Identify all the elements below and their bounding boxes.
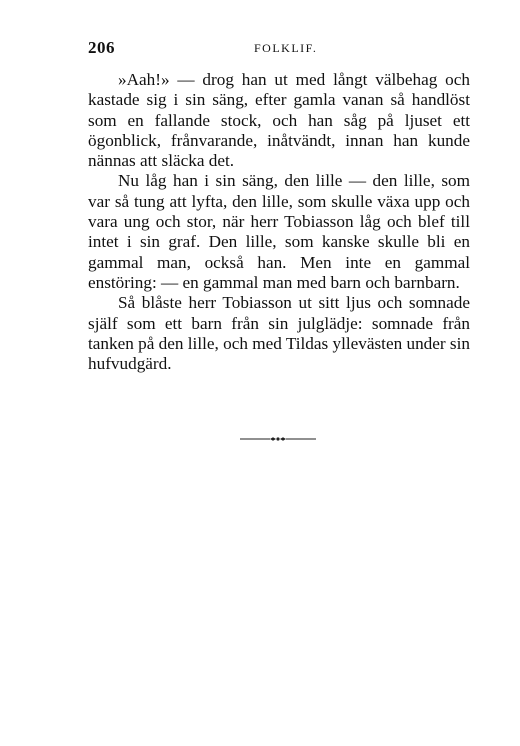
page-header (88, 38, 470, 58)
running-head: FOLKLIF. (254, 41, 318, 55)
paragraph: Nu låg han i sin säng, den lille — den lille, som var så tung att lyfta, den lille, som skulle växa upp och vara ung och stor, när herr Tobiasson låg och blef till intet i sin graf. Den lille, som kanske skulle bli en gammal man, också han. Men inte en gammal enstöring: — en gammal man med barn och barnbarn. (88, 171, 470, 292)
page-number: 206 (88, 38, 115, 57)
paragraph: Så blåste herr Tobiasson ut sitt ljus och somnade själf som ett barn från sin julglädje: somnade från tanken på den lille, och med Tildas yllevästen under sin hufvudgärd. (88, 293, 470, 374)
section-end-ornament-icon (240, 434, 316, 444)
paragraph: »Aah!» — drog han ut med långt välbehag och kastade sig i sin säng, efter gamla vanan så handlöst som en fallande stock, och han såg på ljuset ett ögonblick, frånvarande, inåtvändt, innan han kunde nännas att släcka det. (88, 70, 470, 171)
body-text (88, 70, 470, 374)
